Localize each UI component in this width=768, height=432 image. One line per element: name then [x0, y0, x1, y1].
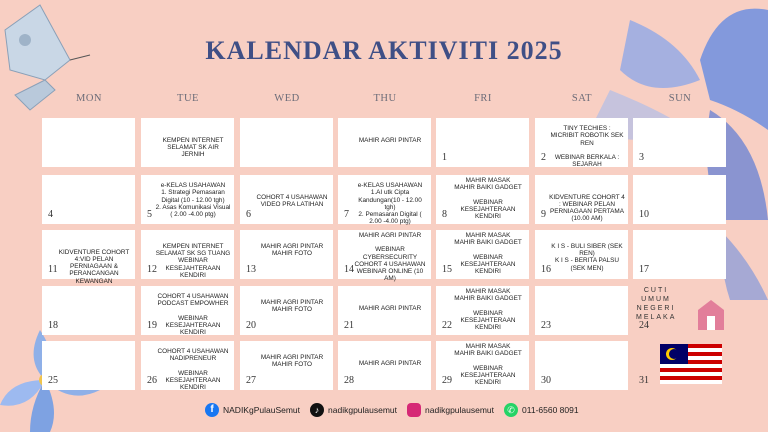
day-number: 27	[246, 375, 256, 386]
event-text: e-KELAS USAHAWAN 1. Strategi Pemasaran Digital (10 - 12.00 tgh) 2. Asas Komunikasi Visual ( 2.00 -4.00 ptg)	[155, 182, 231, 219]
day-header-mon: MON	[75, 93, 102, 104]
day-number: 7	[344, 209, 349, 220]
calendar-day-cell[interactable]	[436, 118, 529, 167]
calendar-day-cell[interactable]	[42, 230, 135, 285]
calendar-day-cell[interactable]	[42, 118, 135, 167]
day-header-fri: FRI	[474, 93, 492, 104]
day-header-wed: WED	[274, 93, 300, 104]
calendar-day-cell[interactable]	[535, 175, 628, 224]
calendar-day-cell[interactable]	[42, 341, 135, 390]
day-number: 8	[442, 209, 447, 220]
day-number: 22	[442, 320, 452, 331]
holiday-label: CUTI UMUM NEGERI MELAKA	[636, 287, 677, 321]
day-number: 16	[541, 264, 551, 275]
event-text: KEMPEN INTERNET SELAMAT SK AIR JERNIH	[162, 136, 224, 159]
instagram-link[interactable]	[407, 403, 494, 417]
day-header-thu: THU	[373, 93, 397, 104]
calendar-day-cell[interactable]	[338, 118, 431, 167]
calendar-day-cell[interactable]	[535, 286, 628, 335]
day-number: 13	[246, 264, 256, 275]
tiktok-icon: ♪	[310, 403, 324, 417]
event-text: MAHIR MASAK MAHIR BAIKI GADGET WEBINAR KESEJAHTERAAN KENDIRI	[454, 343, 522, 387]
calendar-day-cell[interactable]	[141, 230, 234, 279]
tiktok-link[interactable]	[310, 403, 397, 417]
day-number: 6	[246, 209, 251, 220]
whatsapp-icon: ✆	[504, 403, 518, 417]
event-text: MAHIR MASAK MAHIR BAIKI GADGET WEBINAR KESEJAHTERAAN KENDIRI	[454, 288, 522, 332]
calendar-day-cell[interactable]	[141, 118, 234, 167]
day-number: 31	[639, 375, 649, 386]
day-number: 11	[48, 264, 58, 275]
event-text: MAHIR AGRI PINTAR	[358, 304, 422, 312]
calendar-day-cell[interactable]	[338, 175, 431, 224]
day-number: 21	[344, 320, 354, 331]
calendar-day-cell[interactable]	[240, 286, 333, 335]
event-text: MAHIR AGRI PINTAR MAHIR FOTO	[260, 298, 324, 314]
event-text: KIDVENTURE COHORT 4 : WEBINAR PELAN PERNIAGAAN PERTAMA (10.00 AM)	[549, 193, 625, 223]
calendar-day-cell[interactable]	[240, 118, 333, 167]
page-title: KALENDAR AKTIVITI 2025	[205, 36, 563, 65]
melaka-building-illustration	[696, 296, 726, 330]
day-number: 23	[541, 320, 551, 331]
calendar-day-cell[interactable]	[338, 341, 431, 390]
facebook-icon: f	[205, 403, 219, 417]
day-header-sun: SUN	[668, 93, 692, 104]
calendar-day-cell[interactable]	[240, 230, 333, 279]
event-text: K I S - BULI SIBER (SEK REN) K I S - BERITA PALSU (SEK MEN)	[551, 242, 623, 272]
day-number: 3	[639, 152, 644, 163]
calendar-day-cell[interactable]	[42, 286, 135, 335]
event-text: COHORT 4 USAHAWAN NADIPRENEUR WEBINAR KESEJAHTERAAN KENDIRI	[157, 348, 229, 392]
instagram-handle: nadikgpulausemut	[425, 405, 495, 415]
calendar-day-cell[interactable]	[633, 118, 726, 167]
calendar-day-cell[interactable]	[42, 175, 135, 224]
facebook-handle: NADIKgPulauSemut	[223, 405, 301, 415]
day-number: 9	[541, 209, 546, 220]
event-text: COHORT 4 USAHAWAN PODCAST EMPOWHER WEBINAR KESEJAHTERAAN KENDIRI	[157, 293, 229, 337]
event-text: MAHIR AGRI PINTAR MAHIR FOTO	[260, 353, 324, 369]
calendar-day-cell[interactable]	[436, 341, 529, 390]
event-text: KIDVENTURE COHORT 4:VID PELAN PERNIAGAAN & PERANCANGAN KEWANGAN	[58, 248, 130, 285]
event-text: MAHIR AGRI PINTAR MAHIR FOTO	[260, 242, 324, 258]
event-text: KEMPEN INTERNET SELAMAT SK SG TUANG WEBINAR KESEJAHTERAAN KENDIRI	[155, 242, 231, 279]
day-number: 2	[541, 152, 546, 163]
calendar-day-cell[interactable]	[141, 286, 234, 335]
social-footer	[205, 403, 579, 417]
day-number: 15	[442, 264, 452, 275]
event-text: MAHIR AGRI PINTAR	[358, 136, 422, 144]
calendar-day-cell[interactable]	[338, 286, 431, 335]
calendar-day-cell[interactable]	[436, 175, 529, 224]
event-text: MAHIR MASAK MAHIR BAIKI GADGET WEBINAR KESEJAHTERAAN KENDIRI	[454, 232, 522, 276]
day-number: 5	[147, 209, 152, 220]
malaysia-flag-illustration	[660, 344, 722, 384]
day-number: 30	[541, 375, 551, 386]
tiktok-handle: nadikgpulausemut	[328, 405, 398, 415]
calendar-day-cell[interactable]	[141, 175, 234, 224]
event-text: e-KELAS USAHAWAN 1.AI utk Cipta Kandungan(10 - 12.00 tgh) 2. Pemasaran Digital ( 2.00 -4.00 ptg)	[357, 182, 423, 226]
calendar-day-cell[interactable]	[240, 341, 333, 390]
calendar-day-cell[interactable]	[240, 175, 333, 224]
day-number: 17	[639, 264, 649, 275]
day-number: 25	[48, 375, 58, 386]
day-number: 4	[48, 209, 53, 220]
event-text: COHORT 4 USAHAWAN VIDEO PRA LATIHAN	[256, 193, 328, 208]
event-text: MAHIR AGRI PINTAR	[358, 359, 422, 367]
day-header-sat: SAT	[571, 93, 593, 104]
day-number: 19	[147, 320, 157, 331]
day-number: 26	[147, 375, 157, 386]
whatsapp-link[interactable]	[504, 403, 579, 417]
calendar-day-cell[interactable]	[535, 118, 628, 167]
event-text: TINY TECHIES : MICRIBIT ROBOTIK SEK REN WEBINAR BERKALA : SEJARAH	[550, 125, 624, 169]
calendar-day-cell[interactable]	[633, 175, 726, 224]
calendar-day-cell[interactable]	[633, 230, 726, 279]
day-number: 18	[48, 320, 58, 331]
calendar-day-cell[interactable]	[338, 230, 431, 283]
calendar-day-cell[interactable]	[535, 341, 628, 390]
day-number: 1	[442, 152, 447, 163]
day-number: 24	[639, 320, 649, 331]
calendar-day-cell[interactable]	[436, 230, 529, 279]
day-header-tue: TUE	[177, 93, 199, 104]
calendar-day-cell[interactable]	[535, 230, 628, 279]
event-text: MAHIR MASAK MAHIR BAIKI GADGET WEBINAR KESEJAHTERAAN KENDIRI	[454, 177, 522, 221]
instagram-icon	[407, 403, 421, 417]
facebook-link[interactable]	[205, 403, 300, 417]
day-number: 20	[246, 320, 256, 331]
calendar-day-cell[interactable]	[436, 286, 529, 335]
calendar-day-cell[interactable]	[141, 341, 234, 390]
day-number: 29	[442, 375, 452, 386]
day-number: 10	[639, 209, 649, 220]
day-number: 28	[344, 375, 354, 386]
event-text: MAHIR AGRI PINTAR WEBINAR CYBERSECURITY COHORT 4 USAHAWAN WEBINAR ONLINE (10 AM)	[354, 232, 426, 283]
day-number: 12	[147, 264, 157, 275]
whatsapp-number: 011-6560 8091	[522, 405, 579, 415]
day-number: 14	[344, 264, 354, 275]
